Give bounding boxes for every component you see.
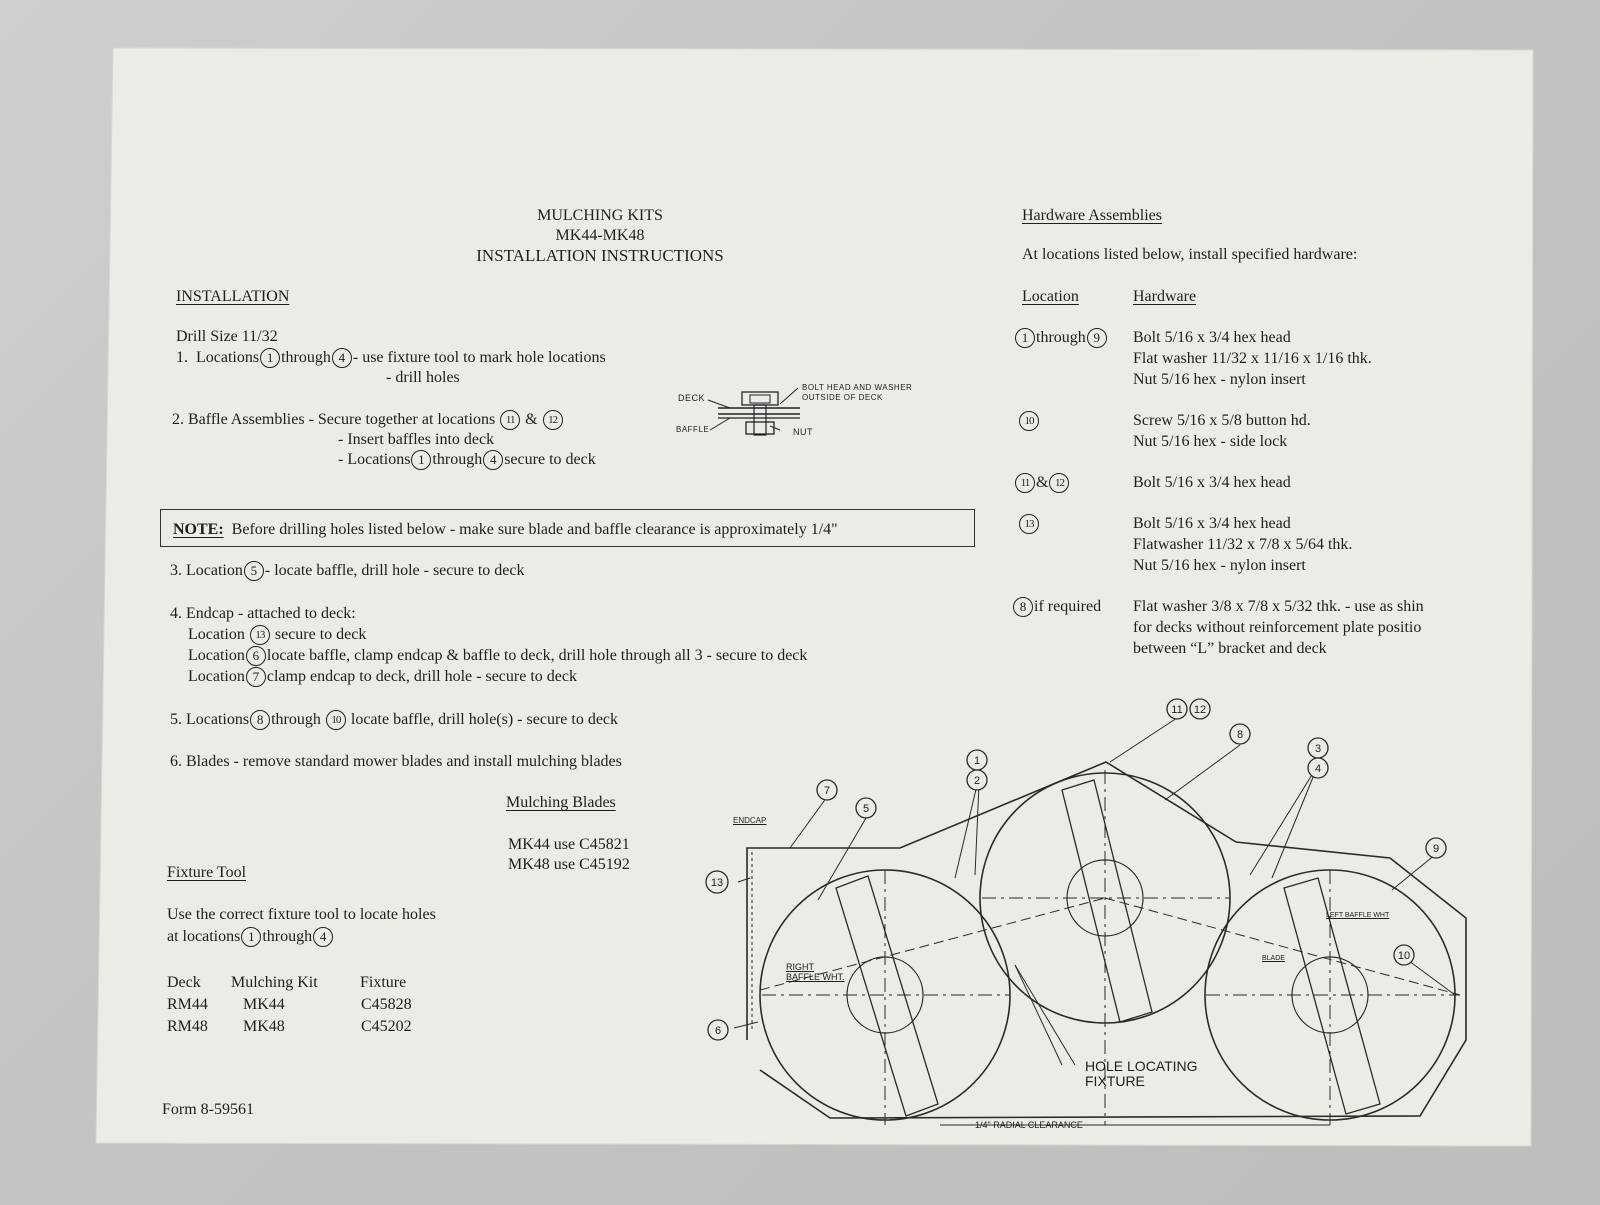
hole-locating-label-2: FIXTURE — [1085, 1073, 1145, 1089]
callout-circle: 8 — [1013, 597, 1033, 617]
callout-circle: 4 — [313, 927, 333, 947]
installation-heading: INSTALLATION — [176, 288, 290, 305]
callout-circle: 12 — [1049, 473, 1069, 493]
hardware-row-3-location: 11 & 12 — [1014, 473, 1070, 493]
diagram-callout: 12 — [1193, 704, 1207, 716]
callout-circle: 9 — [1087, 328, 1107, 348]
fixture-tool-heading: Fixture Tool — [167, 864, 247, 881]
diagram-callout: 3 — [1314, 743, 1322, 755]
hardware-row-5-location: 8 if required — [1012, 597, 1101, 617]
note-text: NOTE: Before drilling holes listed below - make sure blade and baffle clearance is approximately 1/4" — [173, 521, 838, 538]
fixture-tool-line-2: at locations 1 through 4 — [167, 927, 334, 947]
callout-circle: 6 — [246, 646, 266, 666]
title-line-1: MULCHING KITS — [537, 207, 663, 224]
hardware-row-4-line-1: Bolt 5/16 x 3/4 hex head — [1133, 515, 1291, 532]
hardware-row-5-line-3: between “L” bracket and deck — [1133, 640, 1327, 657]
step-4-c: Location 7 clamp endcap to deck, drill hole - secure to deck — [188, 667, 577, 687]
callout-circle: 1 — [411, 450, 431, 470]
callout-circle: 4 — [483, 450, 503, 470]
left-baffle-label: LEFT BAFFLE WHT — [1326, 912, 1390, 919]
callout-circle: 7 — [246, 667, 266, 687]
hardware-col-location: Location — [1022, 288, 1079, 305]
mulching-blade-mk48: MK48 use C45192 — [508, 856, 630, 873]
fixture-row-1-kit: MK44 — [243, 996, 285, 1013]
step-4-b: Location 6 locate baffle, clamp endcap & baffle to deck, drill hole through all 3 - secure to deck — [188, 646, 807, 666]
drill-size: Drill Size 11/32 — [176, 328, 278, 345]
step-1: 1. Locations 1 through 4 - use fixture tool to mark hole locations — [176, 348, 606, 368]
step-2-line-1: 2. Baffle Assemblies - Secure together at locations 11 & 12 — [172, 410, 564, 430]
fixture-row-2-deck: RM48 — [167, 1018, 208, 1035]
blade-label: BLADE — [1262, 955, 1285, 962]
step-1-sub: - drill holes — [386, 369, 460, 386]
diagram-callout: 4 — [1314, 763, 1322, 775]
step-4-a: Location 13 secure to deck — [188, 625, 366, 645]
callout-circle: 1 — [260, 348, 280, 368]
hardware-row-3-line-1: Bolt 5/16 x 3/4 hex head — [1133, 474, 1291, 491]
step-2-line-2: - Insert baffles into deck — [338, 431, 495, 448]
nut-label: NUT — [793, 427, 813, 437]
diagram-callout: 6 — [714, 1025, 722, 1037]
radial-clearance-label: 1/4" RADIAL CLEARANCE — [975, 1120, 1083, 1130]
hardware-row-4-line-3: Nut 5/16 hex - nylon insert — [1133, 557, 1306, 574]
hardware-row-4-line-2: Flatwasher 11/32 x 7/8 x 5/64 thk. — [1133, 536, 1353, 553]
step-3: 3. Location 5 - locate baffle, drill hole - secure to deck — [170, 561, 524, 581]
diagram-callout: 13 — [710, 877, 724, 889]
hardware-heading: Hardware Assemblies — [1022, 207, 1162, 224]
diagram-callout: 7 — [823, 785, 831, 797]
endcap-label: ENDCAP — [733, 816, 767, 825]
callout-circle: 12 — [543, 410, 563, 430]
hardware-intro: At locations listed below, install specified hardware: — [1022, 246, 1358, 263]
fixture-tool-line-1: Use the correct fixture tool to locate holes — [167, 906, 436, 923]
fixture-col-kit: Mulching Kit — [231, 974, 318, 991]
hardware-row-2-line-1: Screw 5/16 x 5/8 button hd. — [1133, 412, 1311, 429]
diagram-callout: 9 — [1432, 843, 1440, 855]
diagram-callout: 1 — [973, 755, 981, 767]
step-6: 6. Blades - remove standard mower blades and install mulching blades — [170, 753, 622, 770]
step-2-line-3: - Locations 1 through 4 secure to deck — [338, 450, 596, 470]
callout-circle: 11 — [500, 410, 520, 430]
diagram-callout: 11 — [1171, 704, 1183, 716]
right-baffle-label: RIGHT — [786, 962, 814, 972]
fixture-col-deck: Deck — [167, 974, 201, 991]
fixture-row-2-fixture: C45202 — [361, 1018, 412, 1035]
hardware-col-hardware: Hardware — [1133, 288, 1197, 305]
diagram-callout: 8 — [1236, 729, 1244, 741]
callout-circle: 13 — [250, 625, 270, 645]
hardware-row-5-line-1: Flat washer 3/8 x 7/8 x 5/32 thk. - use as shin — [1133, 598, 1424, 615]
fixture-row-1-fixture: C45828 — [361, 996, 412, 1013]
hardware-row-1-line-2: Flat washer 11/32 x 11/16 x 1/16 thk. — [1133, 350, 1372, 367]
deck-label: DECK — [678, 393, 706, 403]
form-number: Form 8-59561 — [162, 1101, 254, 1118]
baffle-label: BAFFLE — [676, 425, 710, 434]
hardware-row-2-line-2: Nut 5/16 hex - side lock — [1133, 433, 1288, 450]
title-line-2: MK44-MK48 — [555, 227, 645, 244]
callout-circle: 1 — [1015, 328, 1035, 348]
fixture-row-2-kit: MK48 — [243, 1018, 285, 1035]
hardware-row-1-line-1: Bolt 5/16 x 3/4 hex head — [1133, 329, 1291, 346]
fixture-row-1-deck: RM44 — [167, 996, 208, 1013]
hardware-row-1-line-3: Nut 5/16 hex - nylon insert — [1133, 371, 1306, 388]
callout-circle: 11 — [1015, 473, 1035, 493]
right-baffle-label-2: BAFFLE WHT. — [786, 972, 845, 982]
hardware-row-5-line-2: for decks without reinforcement plate positio — [1133, 619, 1422, 636]
step-4-title: 4. Endcap - attached to deck: — [170, 605, 356, 622]
mulching-blades-heading: Mulching Blades — [506, 794, 616, 811]
callout-circle: 5 — [244, 561, 264, 581]
hardware-row-1-location: 1 through 9 — [1014, 328, 1108, 348]
callout-circle: 1 — [241, 927, 261, 947]
bolt-note-1: BOLT HEAD AND WASHER — [802, 383, 913, 392]
callout-circle: 8 — [250, 710, 270, 730]
callout-circle: 10 — [326, 710, 346, 730]
fixture-col-fixture: Fixture — [360, 974, 407, 991]
callout-circle: 10 — [1019, 411, 1039, 431]
callout-circle: 13 — [1019, 514, 1039, 534]
diagram-callout: 10 — [1397, 950, 1411, 962]
mulching-blade-mk44: MK44 use C45821 — [508, 836, 630, 853]
hole-locating-label-1: HOLE LOCATING — [1085, 1058, 1198, 1074]
diagram-callout: 5 — [862, 803, 870, 815]
title-line-3: INSTALLATION INSTRUCTIONS — [476, 246, 724, 265]
diagram-callout: 2 — [973, 775, 981, 787]
step-5: 5. Locations 8 through 10 locate baffle, drill hole(s) - secure to deck — [170, 710, 618, 730]
bolt-note-2: OUTSIDE OF DECK — [802, 393, 883, 402]
callout-circle: 4 — [332, 348, 352, 368]
